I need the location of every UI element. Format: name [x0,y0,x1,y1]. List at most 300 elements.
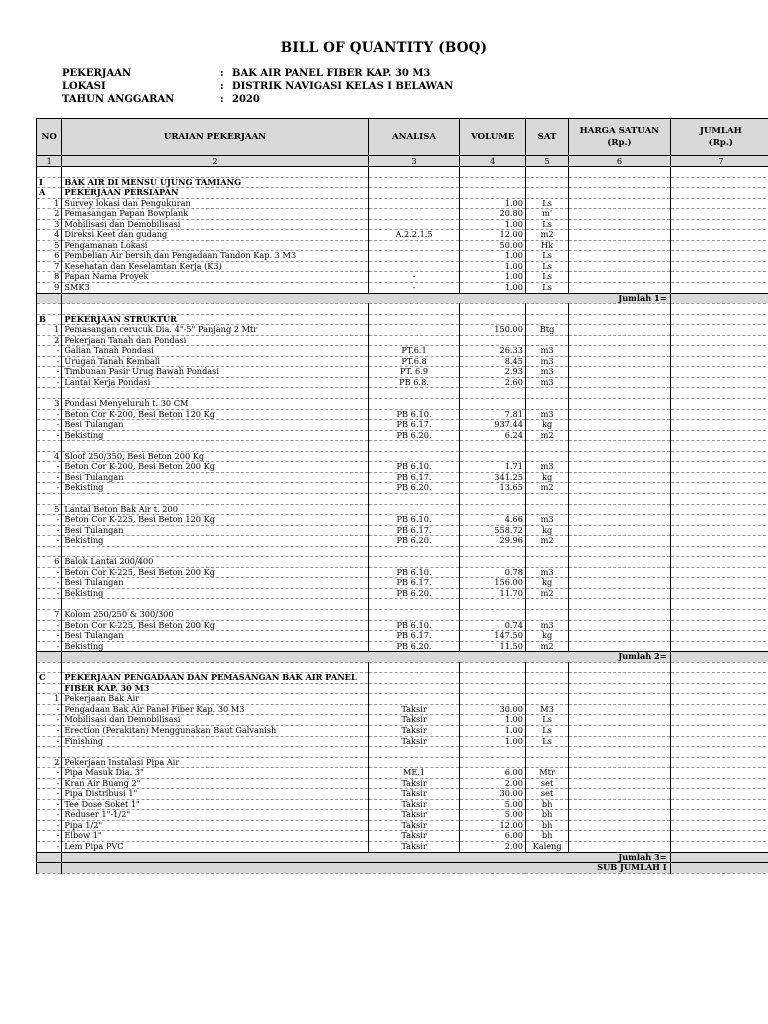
cell-volume: 5.00 [460,810,525,821]
table-row [37,725,768,736]
cell-analisa: PB 6.20. [368,430,460,441]
cell-no: - [37,420,62,431]
table-row [37,209,768,220]
cell-sat: m3 [525,409,568,420]
cell-no: - [37,377,62,388]
table-row [37,536,768,547]
cell-volume: 6.00 [460,831,525,842]
empty-cell [37,441,62,452]
cell-sat [525,335,568,346]
subtotal-row [37,852,768,863]
cell-jumlah [670,694,768,705]
cell-jumlah [670,673,768,684]
cell-uraian: Galian Tanah Pondasi [62,346,368,357]
cell-analisa [368,219,460,230]
cell-volume: 0.78 [460,567,525,578]
table-row [37,799,768,810]
empty-cell [460,441,525,452]
cell-uraian: Pemasangan Papan Bowplank [62,209,368,220]
header-analisa: ANALISA [368,119,460,156]
cell-analisa [368,451,460,462]
cell-jumlah [670,504,768,515]
column-number: 7 [670,156,768,167]
cell-no: - [37,483,62,494]
cell-jumlah [670,778,768,789]
cell-analisa [368,251,460,262]
empty-cell [525,546,568,557]
cell-harga-satuan [569,261,670,272]
empty-cell [37,599,62,610]
cell-no: - [37,409,62,420]
empty-cell [569,747,670,758]
cell-volume: 937.44 [460,420,525,431]
table-row [37,314,768,325]
table-row [37,472,768,483]
cell-uraian: Finishing [62,736,368,747]
cell-analisa: PT.6.1 [368,346,460,357]
cell-analisa: - [368,272,460,283]
subtotal-amount [670,863,768,874]
cell-analisa: Taksir [368,810,460,821]
cell-no: 6 [37,251,62,262]
cell-uraian: Pengadaan Bak Air Panel Fiber Kap. 30 M3 [62,704,368,715]
table-row [37,683,768,694]
table-row [37,230,768,241]
cell-jumlah [670,704,768,715]
cell-no: 5 [37,240,62,251]
column-number: 5 [525,156,568,167]
cell-uraian: PEKERJAAN PENGADAAN DAN PEMASANGAN BAK AIR PANEL [62,673,368,684]
boq-table [36,118,768,874]
empty-cell [569,167,670,178]
empty-cell [37,304,62,315]
subtotal-amount [670,652,768,663]
cell-no: - [37,430,62,441]
cell-jumlah [670,451,768,462]
cell-volume: 50.00 [460,240,525,251]
column-number: 4 [460,156,525,167]
cell-harga-satuan [569,631,670,642]
cell-sat [525,177,568,188]
cell-sat: kg [525,525,568,536]
cell-no: C [37,673,62,684]
cell-analisa [368,209,460,220]
empty-cell [569,662,670,673]
cell-no: - [37,578,62,589]
cell-jumlah [670,462,768,473]
cell-harga-satuan [569,683,670,694]
empty-cell [670,747,768,758]
cell-no: 7 [37,609,62,620]
subtotal-label: Jumlah 3= [62,852,670,863]
cell-no: - [37,778,62,789]
table-row [37,631,768,642]
header-harga-line2: (Rp.) [607,138,632,148]
cell-no: - [37,567,62,578]
empty-cell [569,304,670,315]
cell-uraian: Pembelian Air bersih dan Pengadaan Tandon Kap. 3 M3 [62,251,368,262]
cell-analisa: PB 6.17. [368,472,460,483]
cell-no: - [37,367,62,378]
cell-analisa: Taksir [368,704,460,715]
cell-analisa: PB 6.10. [368,515,460,526]
cell-jumlah [670,588,768,599]
cell-uraian: Bekisting [62,588,368,599]
cell-sat [525,188,568,199]
table-row [37,483,768,494]
cell-uraian: Beton Cor K-225, Besi Beton 120 Kg [62,515,368,526]
empty-cell [62,662,368,673]
cell-volume [460,557,525,568]
empty-cell [670,546,768,557]
table-row [37,219,768,230]
cell-analisa [368,504,460,515]
cell-no: 6 [37,557,62,568]
cell-sat: m3 [525,567,568,578]
cell-uraian: Pipa Distribusi 1" [62,789,368,800]
cell-analisa [368,683,460,694]
cell-volume: 11.50 [460,641,525,652]
cell-volume: 4.66 [460,515,525,526]
table-row [37,430,768,441]
table-row [37,177,768,188]
cell-jumlah [670,515,768,526]
table-row [37,451,768,462]
cell-jumlah [670,430,768,441]
column-number: 1 [37,156,62,167]
cell-harga-satuan [569,725,670,736]
cell-volume: 20.80 [460,209,525,220]
cell-jumlah [670,842,768,853]
cell-analisa: PB 6.10. [368,462,460,473]
table-header [37,119,768,167]
cell-volume [460,683,525,694]
cell-uraian: Besi Tulangan [62,631,368,642]
table-row [37,789,768,800]
table-row [37,367,768,378]
cell-analisa [368,609,460,620]
cell-harga-satuan [569,356,670,367]
cell-uraian: Papan Nama Proyek [62,272,368,283]
table-row [37,810,768,821]
header-jumlah-line1: JUMLAH [699,126,742,136]
cell-analisa [368,694,460,705]
header-harga-line1: HARGA SATUAN [579,126,660,136]
spacer-row [37,167,768,178]
table-row [37,588,768,599]
cell-no: 4 [37,230,62,241]
cell-sat: bh [525,810,568,821]
cell-uraian: Bekisting [62,483,368,494]
empty-cell [569,599,670,610]
subtotal-label: Jumlah 1= [62,293,670,304]
cell-sat: m2 [525,483,568,494]
cell-volume: 0.74 [460,620,525,631]
cell-jumlah [670,188,768,199]
header-no: NO [37,119,62,156]
table-row [37,356,768,367]
cell-no: B [37,314,62,325]
cell-no: - [37,810,62,821]
cell-no: - [37,462,62,473]
cell-no [37,683,62,694]
cell-uraian: BAK AIR DI MENSU UJUNG TAMIANG [62,177,368,188]
info-colon: : [220,81,224,92]
table-row [37,420,768,431]
cell-uraian: FIBER KAP. 30 M3 [62,683,368,694]
cell-harga-satuan [569,325,670,336]
cell-jumlah [670,757,768,768]
cell-uraian: Beton Cor K-200, Besi Beton 200 Kg [62,462,368,473]
cell-volume: 1.00 [460,219,525,230]
cell-jumlah [670,272,768,283]
cell-volume: 1.00 [460,261,525,272]
table-row [37,694,768,705]
cell-harga-satuan [569,567,670,578]
cell-harga-satuan [569,588,670,599]
cell-jumlah [670,325,768,336]
table-row [37,325,768,336]
cell-analisa: PB 6.17. [368,525,460,536]
cell-uraian: Besi Tulangan [62,578,368,589]
empty-cell [62,304,368,315]
cell-volume: 12.00 [460,820,525,831]
cell-harga-satuan [569,778,670,789]
cell-volume [460,451,525,462]
project-info [62,67,453,106]
table-row [37,335,768,346]
subtotal-row [37,652,768,663]
empty-cell [368,304,460,315]
empty-cell [525,599,568,610]
column-number-row [37,156,768,167]
cell-no: 5 [37,504,62,515]
table-row [37,525,768,536]
cell-volume: 6.00 [460,768,525,779]
cell-sat: m2 [525,536,568,547]
cell-volume: 1.71 [460,462,525,473]
table-row [37,346,768,357]
cell-harga-satuan [569,557,670,568]
cell-harga-satuan [569,283,670,294]
cell-no: - [37,736,62,747]
cell-harga-satuan [569,462,670,473]
empty-cell [670,167,768,178]
cell-sat: Mtr [525,768,568,779]
cell-jumlah [670,789,768,800]
table-row [37,736,768,747]
cell-volume: 1.00 [460,715,525,726]
info-colon: : [220,68,224,79]
cell-harga-satuan [569,525,670,536]
cell-jumlah [670,567,768,578]
subtotal-row [37,293,768,304]
cell-uraian: Pipa Masuk Dia. 3" [62,768,368,779]
cell-uraian: Pekerjaan Tanah dan Pondasi [62,335,368,346]
empty-cell [670,441,768,452]
cell-sat: kg [525,420,568,431]
cell-jumlah [670,356,768,367]
cell-harga-satuan [569,641,670,652]
cell-analisa: Taksir [368,736,460,747]
cell-analisa: PT. 6.9 [368,367,460,378]
cell-volume [460,399,525,410]
cell-analisa [368,177,460,188]
info-row-lokasi [62,80,453,93]
empty-cell [62,546,368,557]
cell-jumlah [670,620,768,631]
cell-uraian: Lantai Kerja Pondasi [62,377,368,388]
table-row [37,673,768,684]
cell-analisa: PB 6.20. [368,536,460,547]
cell-sat [525,451,568,462]
cell-harga-satuan [569,230,670,241]
cell-harga-satuan [569,536,670,547]
cell-jumlah [670,831,768,842]
info-value: 2020 [232,94,260,105]
cell-jumlah [670,314,768,325]
empty-cell [368,662,460,673]
table-row [37,283,768,294]
table-row [37,240,768,251]
subtotal-label: SUB JUMLAH I [62,863,670,874]
cell-jumlah [670,578,768,589]
cell-no: 9 [37,283,62,294]
cell-sat: Ls [525,261,568,272]
cell-harga-satuan [569,842,670,853]
cell-analisa: Taksir [368,820,460,831]
cell-volume: 30.00 [460,789,525,800]
empty-cell [670,662,768,673]
cell-jumlah [670,641,768,652]
table-row [37,831,768,842]
cell-analisa [368,557,460,568]
cell-volume: 2.60 [460,377,525,388]
cell-analisa: PB 6.10. [368,409,460,420]
empty-cell [670,388,768,399]
cell-jumlah [670,377,768,388]
cell-sat: Ls [525,198,568,209]
cell-uraian: Balok Lantai 200/400 [62,557,368,568]
cell-volume: 30.00 [460,704,525,715]
empty-cell [460,493,525,504]
cell-analisa: Taksir [368,778,460,789]
cell-jumlah [670,799,768,810]
info-row-pekerjaan [62,67,453,80]
cell-sat: bh [525,831,568,842]
info-label: TAHUN ANGGARAN [62,94,175,105]
cell-sat: Ls [525,251,568,262]
cell-no: - [37,525,62,536]
cell-volume: 558.72 [460,525,525,536]
cell-volume: 7.81 [460,409,525,420]
cell-analisa: Taksir [368,789,460,800]
cell-jumlah [670,209,768,220]
header-sat: SAT [525,119,568,156]
empty-cell [62,388,368,399]
cell-no: 1 [37,325,62,336]
cell-harga-satuan [569,736,670,747]
empty-cell [368,388,460,399]
info-label: PEKERJAAN [62,68,132,79]
cell-sat: kg [525,631,568,642]
cell-analisa: PB 6.17. [368,578,460,589]
info-value: BAK AIR PANEL FIBER KAP. 30 M3 [232,68,431,79]
cell-sat: Btg [525,325,568,336]
cell-jumlah [670,198,768,209]
cell-sat: m2 [525,430,568,441]
cell-volume: 1.00 [460,283,525,294]
cell-uraian: Pekerjaan Instalasi Pipa Air [62,757,368,768]
cell-jumlah [670,219,768,230]
empty-cell [368,493,460,504]
table-row [37,188,768,199]
subtotal-amount [670,293,768,304]
cell-uraian: Sloof 250/350, Besi Beton 200 Kg [62,451,368,462]
blank-row [37,388,768,399]
table-row [37,578,768,589]
cell-sat [525,399,568,410]
blank-row [37,747,768,758]
cell-analisa: PB 6.20. [368,483,460,494]
empty-cell [670,304,768,315]
cell-volume [460,694,525,705]
cell-volume [460,504,525,515]
blank-row [37,546,768,557]
cell-uraian: Direksi Keet dan gudang [62,230,368,241]
cell-harga-satuan [569,789,670,800]
table-row [37,557,768,568]
empty-cell [525,747,568,758]
cell-no [37,652,62,663]
cell-volume: 29.96 [460,536,525,547]
cell-harga-satuan [569,472,670,483]
cell-jumlah [670,631,768,642]
cell-harga-satuan [569,399,670,410]
cell-no [37,293,62,304]
table-row [37,641,768,652]
cell-no: 4 [37,451,62,462]
cell-analisa: Taksir [368,715,460,726]
cell-jumlah [670,609,768,620]
spacer-row [37,304,768,315]
empty-cell [525,388,568,399]
cell-analisa [368,757,460,768]
table-row [37,462,768,473]
cell-volume: 5.00 [460,799,525,810]
cell-jumlah [670,715,768,726]
cell-sat [525,504,568,515]
cell-sat: Ls [525,219,568,230]
cell-volume: 147.50 [460,631,525,642]
cell-volume: 2.00 [460,842,525,853]
cell-analisa: PB 6.8. [368,377,460,388]
cell-jumlah [670,683,768,694]
cell-uraian: Bekisting [62,430,368,441]
cell-uraian: Survey lokasi dan Pengukuran [62,198,368,209]
empty-cell [37,167,62,178]
empty-cell [368,441,460,452]
empty-cell [62,167,368,178]
empty-cell [62,441,368,452]
cell-harga-satuan [569,715,670,726]
cell-sat: Ls [525,736,568,747]
table-body [37,167,768,874]
cell-harga-satuan [569,219,670,230]
cell-uraian: Pengamanan Lokasi [62,240,368,251]
cell-uraian: Urugan Tanah Kembali [62,356,368,367]
cell-harga-satuan [569,409,670,420]
